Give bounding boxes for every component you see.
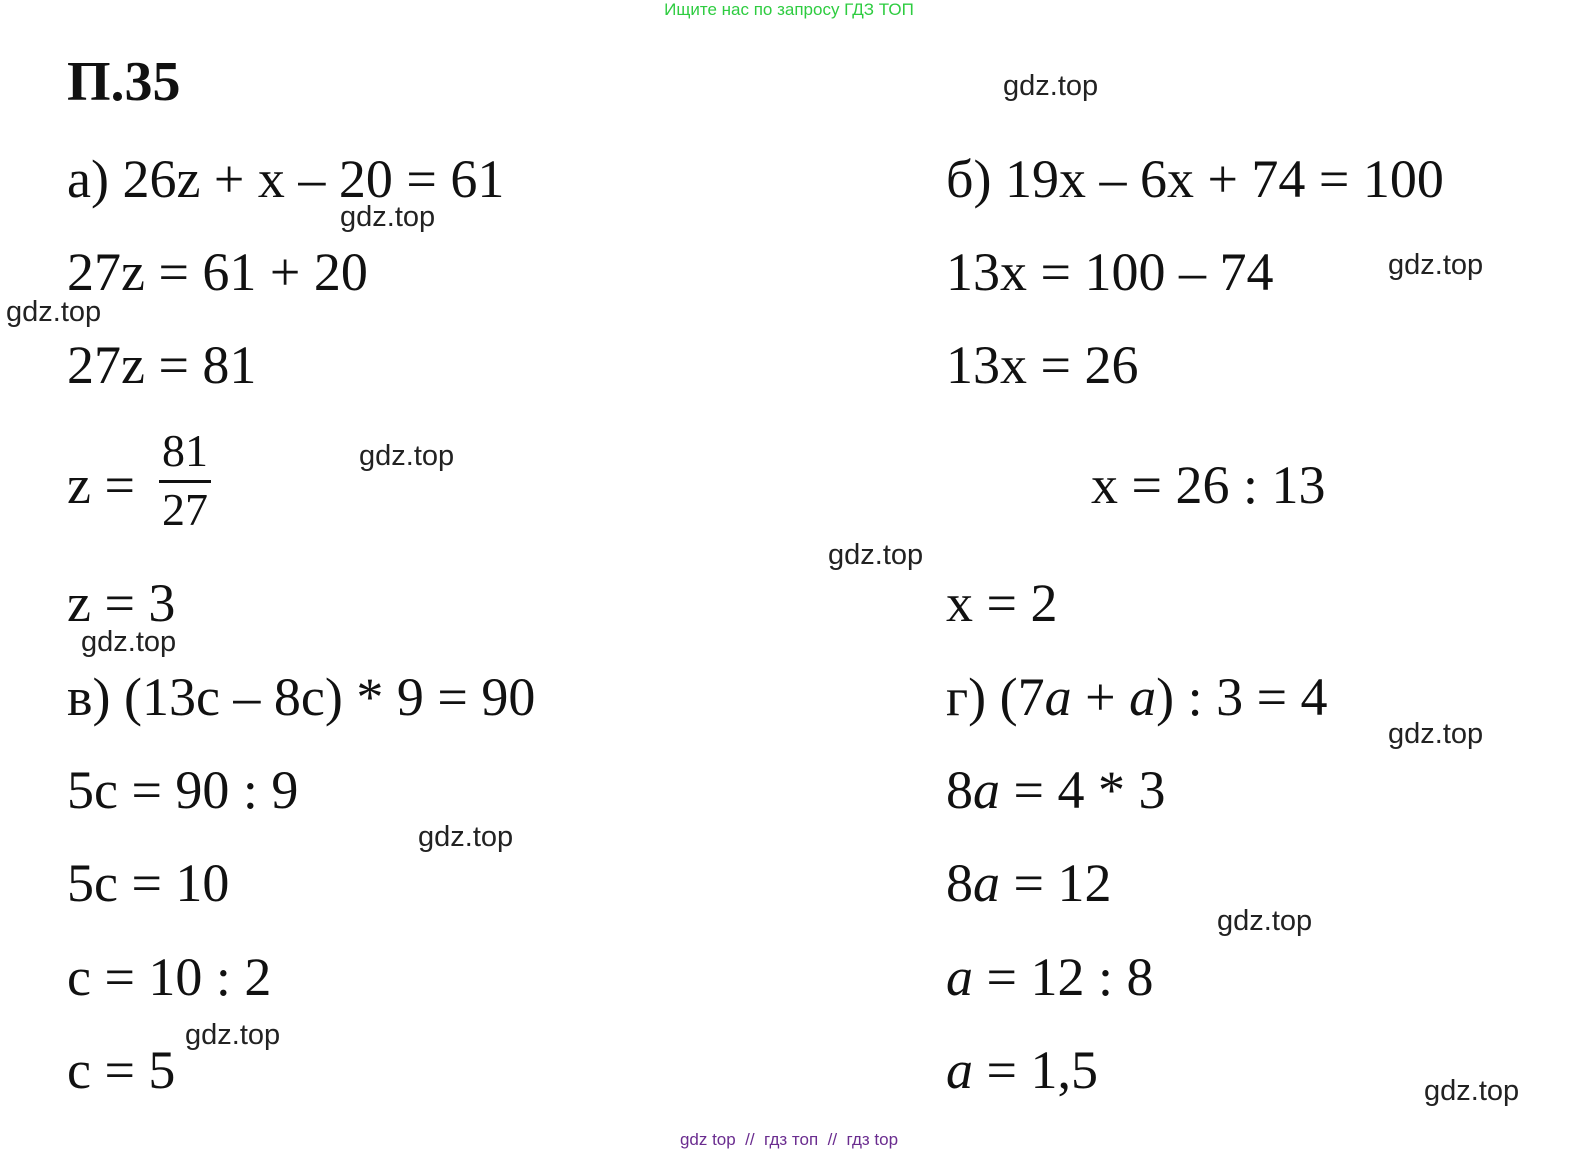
fraction-numerator: 81: [162, 425, 208, 476]
watermark: gdz.top: [828, 539, 924, 571]
watermark: gdz.top: [359, 440, 455, 472]
equation-g-line4: [946, 947, 1154, 1007]
eq-g1-part-c: +: [1071, 667, 1130, 727]
eq-g5-part-b: = 1,5: [973, 1040, 1098, 1100]
page-title: П.35: [67, 51, 181, 113]
equation-v-line2: 5с = 90 : 9: [67, 760, 299, 820]
eq-g3-part-c: = 12: [1000, 853, 1112, 913]
watermark: gdz.top: [185, 1019, 281, 1051]
label-g: г): [946, 667, 987, 727]
equation-a-text: 26z + x – 20 = 61: [122, 149, 505, 209]
watermark: gdz.top: [1388, 249, 1484, 281]
watermark: gdz.top: [418, 821, 514, 853]
equation-b-line5: х = 2: [946, 573, 1058, 633]
equation-b-line2: 13х = 100 – 74: [946, 242, 1274, 302]
equation-g-line1: [946, 667, 1328, 727]
eq-g3-var: a: [973, 853, 1000, 913]
equation-g-line3: [946, 853, 1112, 913]
eq-g4-var: a: [946, 947, 973, 1007]
label-b: б): [946, 149, 992, 209]
footer-links: [0, 1130, 1578, 1150]
equation-v-line3: 5с = 10: [67, 853, 230, 913]
eq-g1-part-e: ) : 3 = 4: [1156, 667, 1328, 727]
watermark: gdz.top: [1217, 905, 1313, 937]
equation-a-line5: z = 3: [67, 573, 176, 633]
equation-b-line1: [946, 149, 1444, 209]
watermark: gdz.top: [1424, 1075, 1520, 1107]
fraction-denominator: 27: [162, 484, 208, 535]
fraction-81-27: [157, 425, 213, 535]
eq-g1-var-d: a: [1129, 667, 1157, 727]
watermark: gdz.top: [340, 201, 436, 233]
equation-a-line4-lhs: z =: [67, 455, 135, 515]
equation-v-text: (13с – 8с) * 9 = 90: [123, 667, 536, 727]
equation-v-line4: с = 10 : 2: [67, 947, 272, 1007]
equation-g-line2: [946, 760, 1166, 820]
watermark: gdz.top: [1003, 70, 1099, 102]
eq-g3-part-a: 8: [946, 853, 973, 913]
eq-g2-var: a: [973, 760, 1000, 820]
label-v: в): [67, 667, 111, 727]
equation-b-line3: 13х = 26: [946, 335, 1139, 395]
equation-a-line2: 27z = 61 + 20: [67, 242, 368, 302]
equation-a-line3: 27z = 81: [67, 335, 257, 395]
watermark: gdz.top: [6, 296, 102, 328]
equation-v-line1: [67, 667, 536, 727]
eq-g2-part-a: 8: [946, 760, 973, 820]
label-a: а): [67, 149, 109, 209]
watermark: gdz.top: [81, 626, 177, 658]
equation-b-line4: х = 26 : 13: [1091, 455, 1326, 515]
eq-g1-var-a: a: [1044, 667, 1072, 727]
eq-g2-part-c: = 4 * 3: [1000, 760, 1166, 820]
watermark: gdz.top: [1388, 718, 1484, 750]
eq-g1-part-a: (7: [999, 667, 1045, 727]
equation-g-line5: [946, 1040, 1098, 1100]
top-banner: Ищите нас по запросу ГДЗ ТОП: [664, 0, 914, 19]
eq-g4-part-b: = 12 : 8: [973, 947, 1154, 1007]
footer-text: gdz top // гдз топ // гдз top: [679, 1130, 899, 1149]
equation-b-text: 19х – 6х + 74 = 100: [1004, 149, 1444, 209]
eq-g5-var: a: [946, 1040, 973, 1100]
equation-a-line1: [67, 149, 505, 209]
equation-v-line5: с = 5: [67, 1040, 176, 1100]
